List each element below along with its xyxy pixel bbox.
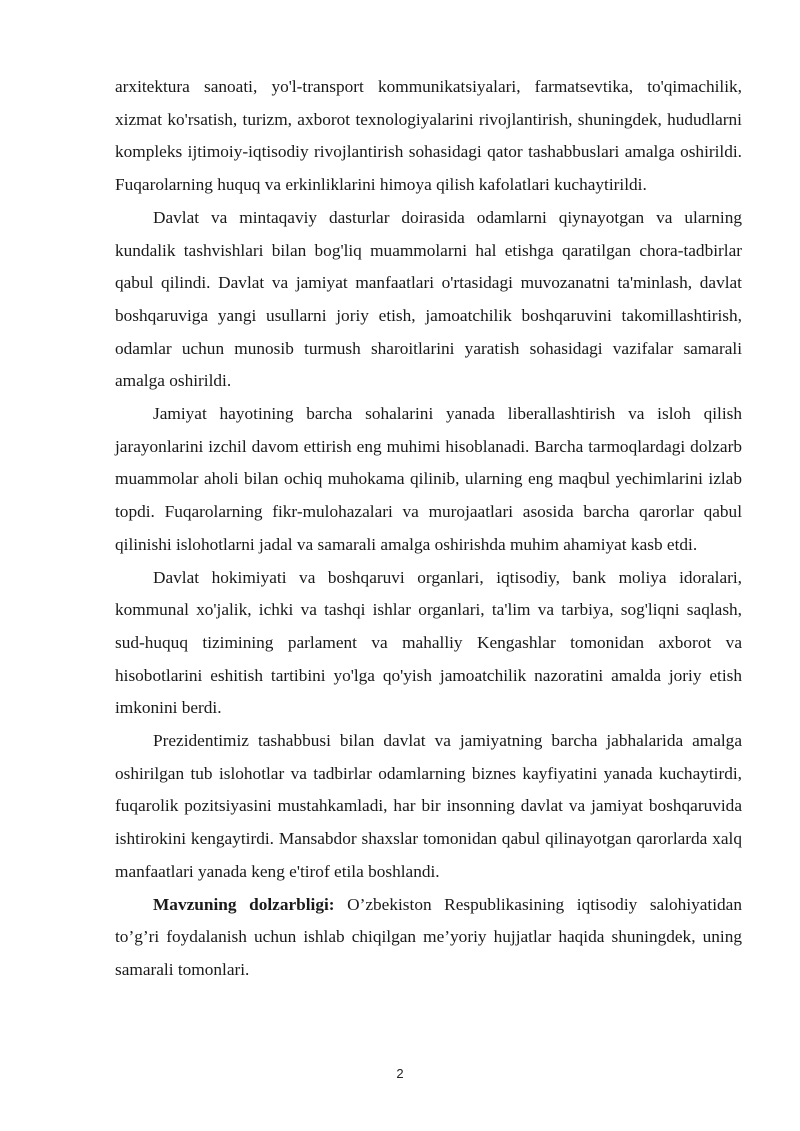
paragraph-1: arxitektura sanoati, yo'l-transport kommunikatsiyalari, farmatsevtika, to'qimachilik, xizmat ko'rsatish, turizm, axborot texnologiyalarini rivojlantirish, shuningdek, hududlarni kompleks ijtimoiy-iqtisodiy rivojlantirish sohasidagi qator tashabbuslari amalga oshirildi. Fuqarolarning huquq va erkinliklarini himoya qilish kafolatlari kuchaytirildi. bbox=[115, 77, 742, 195]
relevance-text: O’zbekiston Respublikasining iqtisodiy salohiyatidan to’g’ri foydalanish uchun ishlab chiqilgan me’yoriy hujjatlar haqida shuningdek, uning samarali tomonlari. bbox=[115, 894, 742, 979]
paragraph-3: Jamiyat hayotining barcha sohalarini yanada liberallashtirish va isloh qilish jarayonlarini izchil davom ettirish eng muhimi hisoblanadi. Barcha tarmoqlardagi dolzarb muammolar aholi bilan ochiq muhokama qilinib, ularning eng maqbul yechimlarini izlab topdi. Fuqarolarning fikr-mulohazalari va murojaatlari asosida barcha qarorlar qabul qilinishi islohotlarni jadal va samarali amalga oshirishda muhim ahamiyat kasb etdi. bbox=[115, 404, 742, 554]
page-number: 2 bbox=[396, 1066, 404, 1081]
paragraph-2: Davlat va mintaqaviy dasturlar doirasida odamlarni qiynayotgan va ularning kundalik tashvishlari bilan bog'liq muammolarni hal etishga qaratilgan chora-tadbirlar qabul qilindi. Davlat va jamiyat manfaatlari o'rtasidagi muvozanatni ta'minlash, davlat boshqaruviga yangi usullarni joriy etish, jamoatchilik boshqaruvini takomillashtirish, odamlar uchun munosib turmush sharoitlarini yaratish sohasidagi vazifalar samarali amalga oshirildi. bbox=[115, 207, 742, 391]
paragraph-4: Davlat hokimiyati va boshqaruvi organlari, iqtisodiy, bank moliya idoralari, kommunal xo'jalik, ichki va tashqi ishlar organlari, ta'lim va tarbiya, sog'liqni saqlash, sud-huquq tizimining parlament va mahalliy Kengashlar tomonidan axborot va hisobotlarini eshitish tartibini yo'lga qo'yish jamoatchilik nazoratini amalda joriy etish imkonini berdi. bbox=[115, 567, 742, 718]
relevance-heading: Mavzuning dolzarbligi: bbox=[153, 894, 335, 914]
relevance-paragraph bbox=[115, 889, 742, 987]
paragraph-5: Prezidentimiz tashabbusi bilan davlat va jamiyatning barcha jabhalarida amalga oshirilgan tub islohotlar va tadbirlar odamlarning biznes kayfiyatini yanada kuchaytirdi, fuqarolik pozitsiyasini mustahkamladi, har bir insonning davlat va jamiyat boshqaruvida ishtirokini kengaytirdi. Mansabdor shaxslar tomonidan qabul qilinayotgan qarorlarda xalq manfaatlari yanada keng e'tirof etila boshlandi. bbox=[115, 731, 742, 881]
page-body bbox=[115, 71, 742, 987]
